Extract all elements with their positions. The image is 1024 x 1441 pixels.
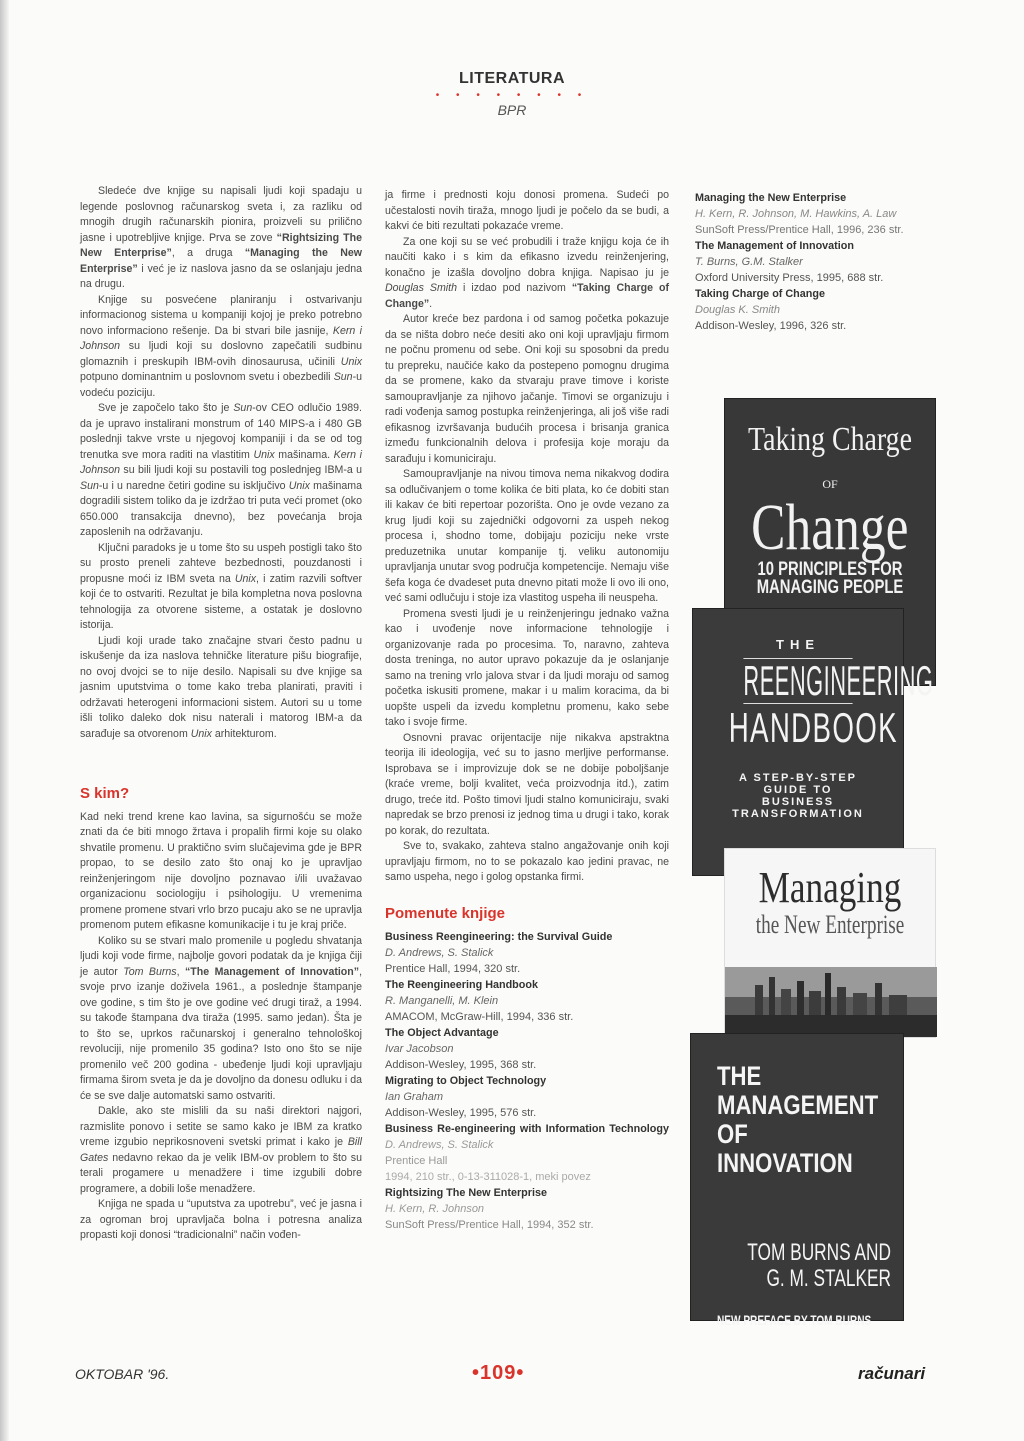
book-entry: The Reengineering Handbook R. Manganelli, M. Klein AMACOM, McGraw-Hill, 1994, 336 str.	[385, 979, 574, 1023]
section-subtitle: BPR	[497, 102, 527, 118]
paragraph: ja firme i prednosti koju donosi promena. Sudeći po učestalosti novih tiraža, mnogo ljudi je počelo da se budi, a kakvi će biti rezultati pokazaće vreme.	[385, 189, 669, 232]
cover-title-line: Change	[751, 491, 909, 564]
paragraph: Sve to, svakako, zahteva stalno angažovanje onih koji upravljaju firmom, no to se pokazalo kao jedini pravac, ne samo uspeha, nego i golog opstanka firmi.	[385, 840, 669, 883]
book-entry: Rightsizing The New Enterprise H. Kern, R. Johnson SunSoft Press/Prentice Hall, 1994, 352 str.	[385, 1187, 594, 1231]
paragraph: Za one koji su se već probudili i traže knjigu koja će ih naučiti kako i s kim da efikasno izvedu reinženjering, konačno je izašla dovoljno dobra knjiga. Napisao ju je Douglas Smith i izdao pod nazivom “Taking Charge of Change”.	[385, 235, 669, 310]
book-entry: 1994, 210 str., 0-13-311028-1, meki povez	[385, 1171, 591, 1183]
book-entry: Managing the New Enterprise H. Kern, R. Johnson, M. Hawkins, A. Law SunSoft Press/Prentice Hall, 1996, 236 str.	[695, 192, 904, 236]
paragraph: Autor kreće bez pardona i od samog početka pokazuje da se ništa dobro neće desiti ako oni koji upravljaju firmom ne počnu promenu od sebe. Oni koji su sposobni da predu tu prepreku, naučiće kako da postepeno pomognu drugima da se promene, kako da stvaraju prave timove i koriste samoupravljanje za njihovo jačanje. Timovi se organizuju i radi vođenja samog postupka reinženjeringa, ali još više radi efikasnog izvršavanja budućih procesa i brisanja granica između funkcionalnih delova i profesija koje moraju da sarađuju i komuniciraju.	[385, 313, 669, 465]
page-edge-shadow	[0, 0, 9, 1441]
cover-title-the: THE	[776, 637, 820, 652]
book-entry: Business Re-engineering with Information Technology D. Andrews, S. Stalick Prentice Hall	[385, 1123, 669, 1167]
section-heading-pomenute-knjige: Pomenute knjige	[385, 904, 506, 922]
book-cover-managing-the-new-enterprise	[724, 848, 936, 1038]
paragraph: Dakle, ako ste mislili da su naši direktori najgori, razmislite ponovo i setite se samo kako je IBM za kratko vreme izgubio neprikosnoveni svetski primat i kako je Bill Gates nedavno rekao da je velik IBM-ov problem to što su terali progamere u menadžere i time izgubili dobre programere, a dobili loše menadžere.	[80, 1105, 362, 1195]
paragraph: Ključni paradoks je u tome što su uspeh postigli tako što su prosto preneli zahteve bezbednosti, pouzdanosti i propusne moći iz IBM sveta na Unix, i zatim razvili softver koji će to ostvariti. Rezultat je bila kompletna nova poslovna tehnologija za otvorene sisteme, a ostatak je doslovno istorija.	[80, 541, 362, 631]
paragraph: Sledeće dve knjige su napisali ljudi koji spadaju u legende poslovnog računarskog sveta i, za razliku od mnogih drugih računarskih pionira, proizveli su prilično jasne i upotrebljive knjige. Prva se zove “Rightsizing The New Enterprise”, a druga “Managing the New Enterprise” i već je iz naslova jasno da se oslanjaju jedna na drugu.	[80, 185, 363, 290]
article-column-2	[385, 188, 669, 1233]
issue-date: OKTOBAR '96.	[75, 1366, 170, 1382]
book-entry: The Object Advantage Ivar Jacobson Addison-Wesley, 1995, 368 str.	[385, 1027, 537, 1071]
article-column-1	[80, 184, 362, 1244]
book-entry: Business Reengineering: the Survival Guide D. Andrews, S. Stalick Prentice Hall, 1994, 320 str.	[385, 931, 613, 975]
page-number: •109•	[472, 1362, 525, 1384]
paragraph: Promena svesti ljudi je u reinženjeringu jednako važna kao i uvođenje nove informacione tehnologije i organizovanje rada po procesima. To, naravno, zahteva dosta treninga, no autor upravo pokazuje da je oslanjanje samo na trening vrlo jalova stvar i da ljudi moraju od samog početka iskusiti promene, makar i u malim koracima, da bi uopšte uspeli da izvedu kompletnu promenu, kako sebe tako i svoje firme.	[385, 607, 669, 728]
city-skyline-image	[725, 967, 937, 1037]
section-title: LITERATURA	[458, 70, 566, 87]
paragraph: Knjige su posvećene planiranju i ostvarivanju informacionog sistema u kompaniji kojoj je preko potrebno novo informaciono rešenje. Da bi stvari bile jasnije, Kern i Johnson su ljudi koji su doslovno zapečatili sudbinu glomaznih i preskupih IBM-ovih dinosaurusa, učinili Unix potpuno dominantnim u poslovnom svetu i obezbedili Sun-u vodeću poziciju.	[80, 293, 362, 399]
cover-title-line: REENGINEERING	[743, 657, 934, 704]
cover-title-line: HANDBOOK	[728, 704, 898, 751]
cover-subtitle: the New Enterprise	[755, 910, 905, 939]
paragraph: Ljudi koji urade tako značajne stvari često padnu u iskušenje da iza naslova tehničke literature pišu biografije, no ovoj dvojci se to nije desilo. Napisali su dve knjige sa jasnim uputstvima o tome kako treba planirati, praviti i održavati heterogeni informacioni sistem. Autori su u tome išli toliko daleko dok nisu naterali i matorog IBM-a da sarađuje sa otvorenom Unix arhitekturom.	[80, 634, 362, 740]
book-entry: Migrating to Object Technology Ian Graham Addison-Wesley, 1995, 576 str.	[385, 1075, 547, 1119]
cover-preface-note: NEW PREFACE BY TOM BURNS	[717, 1312, 872, 1328]
book-cover-reengineering-handbook	[692, 608, 934, 876]
cover-title-line: Taking Charge	[748, 421, 912, 458]
book-entry: Taking Charge of Change Douglas K. Smith Addison-Wesley, 1996, 326 str.	[695, 288, 847, 332]
magazine-name: računari	[858, 1364, 926, 1383]
book-list-sidebar	[695, 190, 935, 334]
paragraph: Sve je započelo tako što je Sun-ov CEO odlučio 1989. da je upravo instalirani monstrum of 140 MIPS-a i 480 GB poslednji takve vrste u njegovoj kompaniji i da se od tog trenutka sve mora raditi na vlastitim Unix mašinama. Kern i Johnson su bili ljudi koji su postavili tog poslednjeg IBM-a u Sun-u i u naredne četiri godine su isključivo Unix mašinama dogradili sistem toliko da je izdržao tri puta veći promet (oko 650.000 transakcija dnevno), bez povećanja broja zaposlenih na održavanju.	[80, 402, 363, 538]
paragraph: Knjiga ne spada u “uputstva za upotrebu”, već je jasna i za ogroman broj upravljača bolna i potresna analiza propasti koji donosi “tradicionalni” način vođen-	[80, 1198, 362, 1241]
cover-authors: TOM BURNS AND G. M. STALKER	[747, 1239, 891, 1292]
title-dots: • • • • • • • •	[435, 90, 589, 101]
paragraph: Koliko su se stvari malo promenile u pogledu shvatanja ljudi koji vode firme, najbolje govori podatak da je knjiga čiji je autor Tom Burns, “The Management of Innovation”, svoje prvo izanje doživela 1961., a poslednje štampanje ove godine, s tim što je ove godine već drugi tiraž, a 1994. su takođe štampana dva tiraža (1995. samo jedan). Šta je to što se, uprkos računarskoj i generalno tehnološkoj revoluciji, nije promenilo 35 godina? Isto ono što se nije promenilo več 200 godina - ubeđenje ljudi koji upravljaju firmama širom sveta je da je dovoljno da donesu odluku i da će se sve dalje automatski samo ostvariti.	[80, 934, 363, 1102]
paragraph: Kad neki trend krene kao lavina, sa sigurnošću se može znati da će biti mnogo žrtava i propalih firmi koje su olako shvatile promenu. U praktično svim slučajevima gde je BPR propao, to se desilo zato što onaj ko je upravljao reinženjeringom nije dovoljno poznavao i/ili uvažavao organizacionu sociologiju i psihologiju. U vremenima promene promene stvari vrlo brzo pucaju ako se ne upravlja promenom putem efikasne komunikacije i tu je kraj priče.	[80, 810, 362, 931]
section-heading-s-kim: S kim?	[80, 785, 130, 802]
cover-subtitle: A STEP-BY-STEP GUIDE TO BUSINESS TRANSFORMATION	[732, 772, 864, 820]
paragraph: Samoupravljanje na nivou timova nema nikakvog dodira sa odlučivanjem o tome kolika će biti plata, ko će dobiti stan ili kakav će biti repertoar pozorišta. Ono je ovde vezano za krug ljudi koji su zajednički odgovorni za uspeh nekog procesa i, shodno tome, dobijaju poziciju neke vrste preduzetnika unutar kompanije tj. veliku autonomiju upravljanja unutar svog područja kompetencije. Nemaju više šefa koga će dvadeset puta dnevno pitati može li ovo ili ono, već sami odlučuju i stoje iza vlastitog uspeha ili neuspeha.	[385, 468, 669, 604]
book-cover-management-of-innovation	[690, 1033, 904, 1328]
cover-subtitle: MANAGING PEOPLE	[756, 577, 904, 598]
cover-title-of: OF	[822, 477, 838, 491]
paragraph: Osnovni pravac orijentacije nije nikakva apstraktna teorija ili ideologija, već su to jasno merljive performanse. Isprobava se i improvizuje dok se ne dobije poboljšanje (kraće vreme, bolji kvalitet, veća proizvodnja itd.), zatim drugo, treće itd. Pošto timovi ljudi stalno komuniciraju, svaki napredak se brzo prenosi iz jednog tima u drugi i tako, korak po korak, do rezultata.	[385, 731, 669, 837]
book-list	[385, 929, 669, 1233]
book-entry: The Management of Innovation T. Burns, G.M. Stalker Oxford University Press, 1995, 688 str.	[695, 240, 884, 284]
cover-subtitle: 10 PRINCIPLES FOR	[757, 559, 903, 580]
cover-title: THE MANAGEMENT OF INNOVATION	[717, 1061, 879, 1178]
cover-title-line: Managing	[758, 863, 902, 912]
section-header	[0, 70, 1024, 118]
